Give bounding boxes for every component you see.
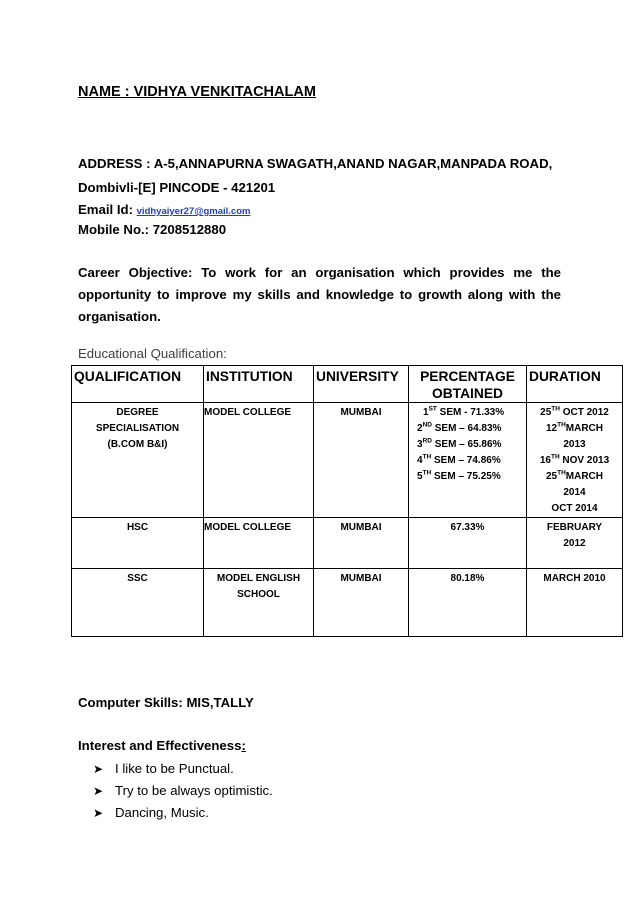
mobile-number: Mobile No.: 7208512880 [78, 222, 227, 237]
hsc-percentage: 67.33% [409, 518, 527, 569]
list-item: ➤ Dancing, Music. [93, 802, 273, 824]
header-qualification: QUALIFICATION [72, 366, 204, 403]
qualification-table [71, 365, 623, 637]
interest-list [93, 758, 273, 824]
email-link[interactable]: vidhyaiyer27@gmail.com [136, 206, 251, 217]
education-label: Educational Qualification: [78, 346, 227, 361]
ssc-university: MUMBAI [314, 569, 409, 637]
list-item: ➤ Try to be always optimistic. [93, 780, 273, 802]
hsc-qualification: HSC [72, 518, 204, 569]
ssc-percentage: 80.18% [409, 569, 527, 637]
hsc-duration: FEBRUARY 2012 [527, 518, 623, 569]
degree-percentage: 1ST SEM - 71.33% 2ND SEM – 64.83% 3RD SEM – 65.86% 4TH SEM – 74.86% 5TH SEM – 75.25% [409, 403, 527, 518]
career-objective: Career Objective: To work for an organisation which provides me the opportunity to improve my skills and knowledge to growth along with the organisation. [78, 265, 561, 324]
table-row [72, 569, 623, 637]
hsc-institution: MODEL COLLEGE [204, 518, 314, 569]
hsc-university: MUMBAI [314, 518, 409, 569]
interest-heading: Interest and Effectiveness: [78, 738, 246, 753]
header-university: UNIVERSITY [314, 366, 409, 403]
arrow-bullet-icon: ➤ [93, 762, 104, 776]
arrow-bullet-icon: ➤ [93, 806, 104, 820]
address-line-1: ADDRESS : A-5,ANNAPURNA SWAGATH,ANAND NAGAR,MANPADA ROAD, [78, 156, 553, 171]
computer-skills: Computer Skills: MIS,TALLY [78, 695, 254, 710]
degree-qualification: DEGREE SPECIALISATION (B.COM B&I) [72, 403, 204, 518]
table-row [72, 403, 623, 518]
address-line-2: Dombivli-[E] PINCODE - 421201 [78, 180, 276, 195]
ssc-duration: MARCH 2010 [527, 569, 623, 637]
header-duration: DURATION [527, 366, 623, 403]
table-header-row [72, 366, 623, 403]
candidate-name: NAME : VIDHYA VENKITACHALAM [78, 84, 316, 100]
email-row [78, 202, 250, 217]
degree-institution: MODEL COLLEGE [204, 403, 314, 518]
header-institution: INSTITUTION [204, 366, 314, 403]
email-label: Email Id: [78, 202, 133, 217]
degree-university: MUMBAI [314, 403, 409, 518]
ssc-qualification: SSC [72, 569, 204, 637]
degree-duration: 25TH OCT 2012 12THMARCH 2013 16TH NOV 2013 25THMARCH 2014 OCT 2014 [527, 403, 623, 518]
table-row [72, 518, 623, 569]
list-item: ➤ I like to be Punctual. [93, 758, 273, 780]
header-percentage: PERCENTAGE OBTAINED [409, 366, 527, 403]
ssc-institution: MODEL ENGLISH SCHOOL [204, 569, 314, 637]
arrow-bullet-icon: ➤ [93, 784, 104, 798]
